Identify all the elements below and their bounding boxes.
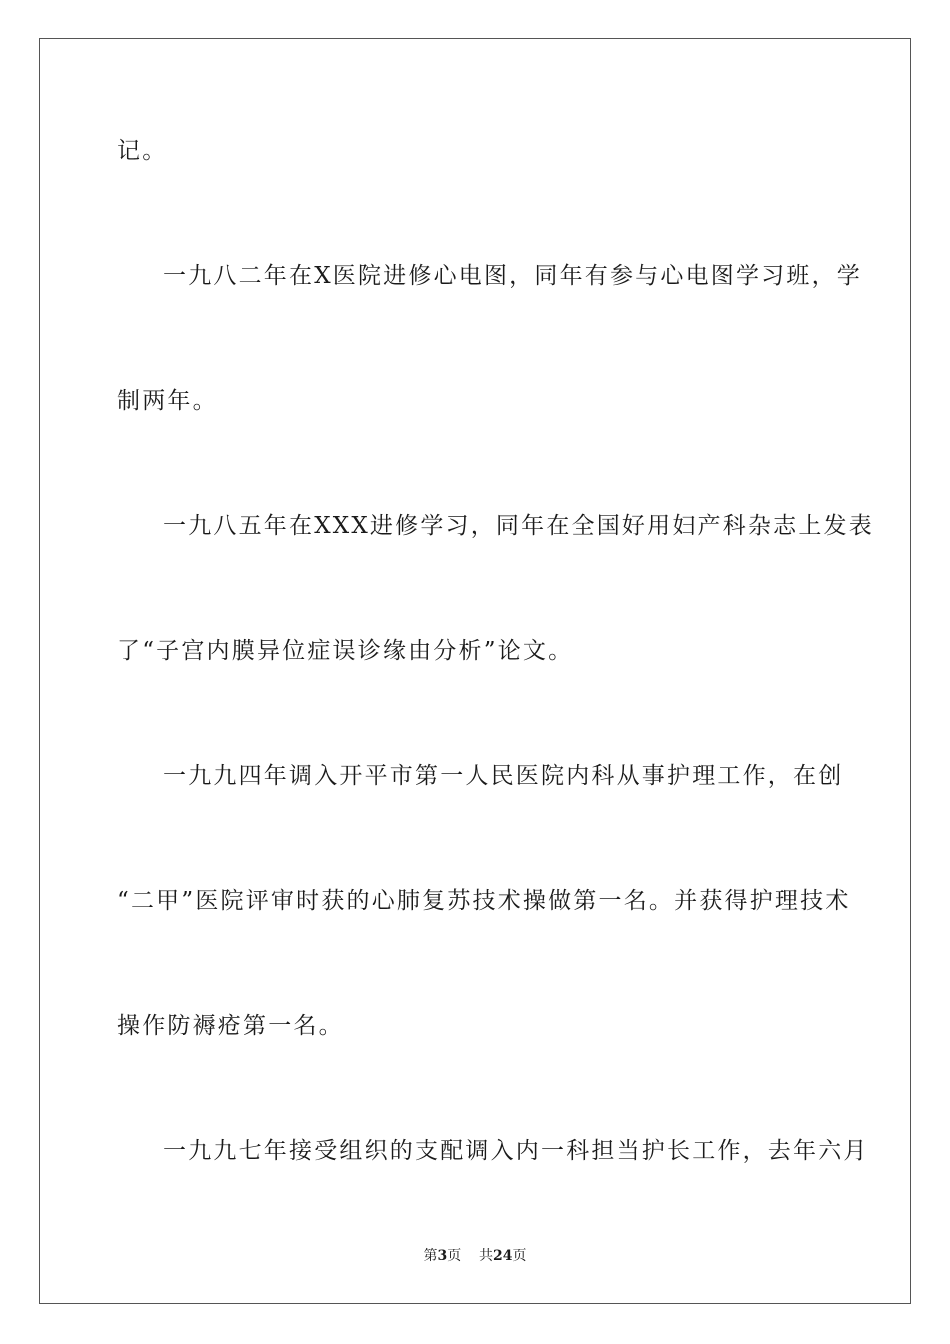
total-pages: 24	[493, 1248, 513, 1264]
paragraph-first-line: 一九八二年在X医院进修心电图，同年有参与心电图学习班，学	[163, 263, 862, 289]
text-line: 记。	[117, 138, 168, 164]
text-line: 制两年。	[117, 388, 218, 414]
page-suffix: 页	[447, 1248, 462, 1264]
paragraph-first-line: 一九八五年在XXX进修学习，同年在全国好用妇产科杂志上发表	[163, 513, 874, 539]
text-line: 了“子宫内膜异位症误诊缘由分析”论文。	[117, 638, 574, 664]
page-prefix: 第	[423, 1248, 438, 1264]
page-border	[39, 38, 911, 1304]
page-number: 3	[437, 1248, 448, 1264]
text-line: 操作防褥疮第一名。	[117, 1013, 344, 1039]
total-suffix: 页	[512, 1248, 527, 1264]
page-footer	[0, 1246, 950, 1266]
total-prefix: 共	[479, 1248, 494, 1264]
paragraph-first-line: 一九九四年调入开平市第一人民医院内科从事护理工作，在创	[163, 763, 844, 789]
text-line: “二甲”医院评审时获的心肺复苏技术操做第一名。并获得护理技术	[117, 888, 851, 914]
paragraph-first-line: 一九九七年接受组织的支配调入内一科担当护长工作，去年六月	[163, 1138, 869, 1164]
